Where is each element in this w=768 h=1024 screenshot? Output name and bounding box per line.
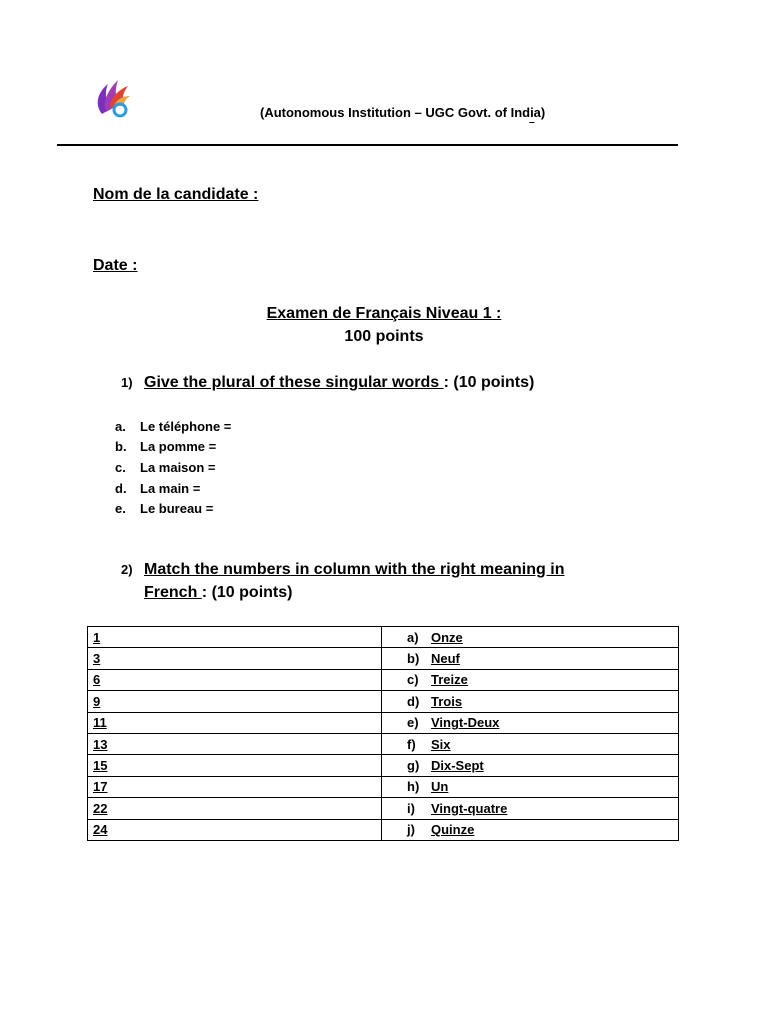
question-1-text xyxy=(144,371,534,394)
list-item xyxy=(115,457,231,478)
question-2-instruction-line2: French xyxy=(144,584,202,601)
number-cell: 3 xyxy=(88,648,382,669)
exam-title: Examen de Français Niveau 1 : xyxy=(266,305,502,322)
question-1-instruction: Give the plural of these singular words xyxy=(144,374,444,391)
option-word: Quinze xyxy=(431,822,475,838)
item-letter: b. xyxy=(115,439,127,455)
meaning-cell xyxy=(382,712,679,733)
option-word: Six xyxy=(431,736,451,752)
number-cell: 22 xyxy=(88,798,382,819)
number-cell: 11 xyxy=(88,712,382,733)
option-letter: e) xyxy=(407,715,419,731)
list-item xyxy=(115,437,231,458)
list-item xyxy=(115,498,231,519)
option-word: Neuf xyxy=(431,651,460,667)
item-text: La maison = xyxy=(140,459,216,475)
option-word: Un xyxy=(431,779,449,795)
item-letter: c. xyxy=(115,459,126,475)
date-label: Date : xyxy=(93,257,138,274)
item-letter: a. xyxy=(115,418,126,434)
option-letter: f) xyxy=(407,736,416,752)
header-dash-mark: – xyxy=(529,117,535,128)
number-cell: 1 xyxy=(88,627,382,648)
option-letter: h) xyxy=(407,779,420,795)
question-1-items xyxy=(115,416,231,519)
meaning-cell xyxy=(382,648,679,669)
table-row xyxy=(88,755,679,776)
exam-points: 100 points xyxy=(344,328,424,345)
number-cell: 17 xyxy=(88,776,382,797)
question-1-number: 1) xyxy=(121,375,133,390)
question-2-points: : (10 points) xyxy=(201,584,293,601)
table-row xyxy=(88,776,679,797)
meaning-cell xyxy=(382,755,679,776)
item-text: La main = xyxy=(140,480,201,496)
option-letter: g) xyxy=(407,758,420,774)
number-cell: 13 xyxy=(88,733,382,754)
option-word: Onze xyxy=(431,629,463,645)
number-cell: 9 xyxy=(88,691,382,712)
table-row xyxy=(88,627,679,648)
option-word: Trois xyxy=(431,693,463,709)
table-row xyxy=(88,712,679,733)
option-word: Dix-Sept xyxy=(431,758,484,774)
item-text: La pomme = xyxy=(140,439,217,455)
meaning-cell xyxy=(382,776,679,797)
table-row xyxy=(88,648,679,669)
question-2-number: 2) xyxy=(121,562,133,577)
meaning-cell xyxy=(382,627,679,648)
table-row xyxy=(88,691,679,712)
header-divider xyxy=(57,144,678,146)
list-item xyxy=(115,478,231,499)
option-letter: c) xyxy=(407,672,419,688)
institution-text: (Autonomous Institution – UGC Govt. of India) xyxy=(260,105,546,120)
question-1-points: : (10 points) xyxy=(443,374,535,391)
number-cell: 24 xyxy=(88,819,382,840)
number-cell: 15 xyxy=(88,755,382,776)
table-row xyxy=(88,669,679,690)
meaning-cell xyxy=(382,669,679,690)
item-letter: e. xyxy=(115,501,126,517)
item-text: Le bureau = xyxy=(140,501,214,517)
question-2-text xyxy=(144,558,564,604)
option-word: Vingt-Deux xyxy=(431,715,500,731)
option-letter: d) xyxy=(407,693,420,709)
item-text: Le téléphone = xyxy=(140,418,232,434)
matching-table xyxy=(87,626,679,841)
question-2-instruction-line1: Match the numbers in column with the right meaning in xyxy=(144,561,565,578)
number-cell: 6 xyxy=(88,669,382,690)
option-word: Treize xyxy=(431,672,468,688)
table-row xyxy=(88,819,679,840)
table-row xyxy=(88,733,679,754)
option-letter: j) xyxy=(407,822,415,838)
meaning-cell xyxy=(382,733,679,754)
option-letter: i) xyxy=(407,800,415,816)
option-letter: b) xyxy=(407,651,420,667)
meaning-cell xyxy=(382,819,679,840)
table-row xyxy=(88,798,679,819)
list-item xyxy=(115,416,231,437)
option-word: Vingt-quatre xyxy=(431,800,508,816)
flame-logo-icon xyxy=(92,74,136,120)
candidate-name-label: Nom de la candidate : xyxy=(93,186,259,203)
meaning-cell xyxy=(382,798,679,819)
item-letter: d. xyxy=(115,480,127,496)
meaning-cell xyxy=(382,691,679,712)
option-letter: a) xyxy=(407,629,419,645)
